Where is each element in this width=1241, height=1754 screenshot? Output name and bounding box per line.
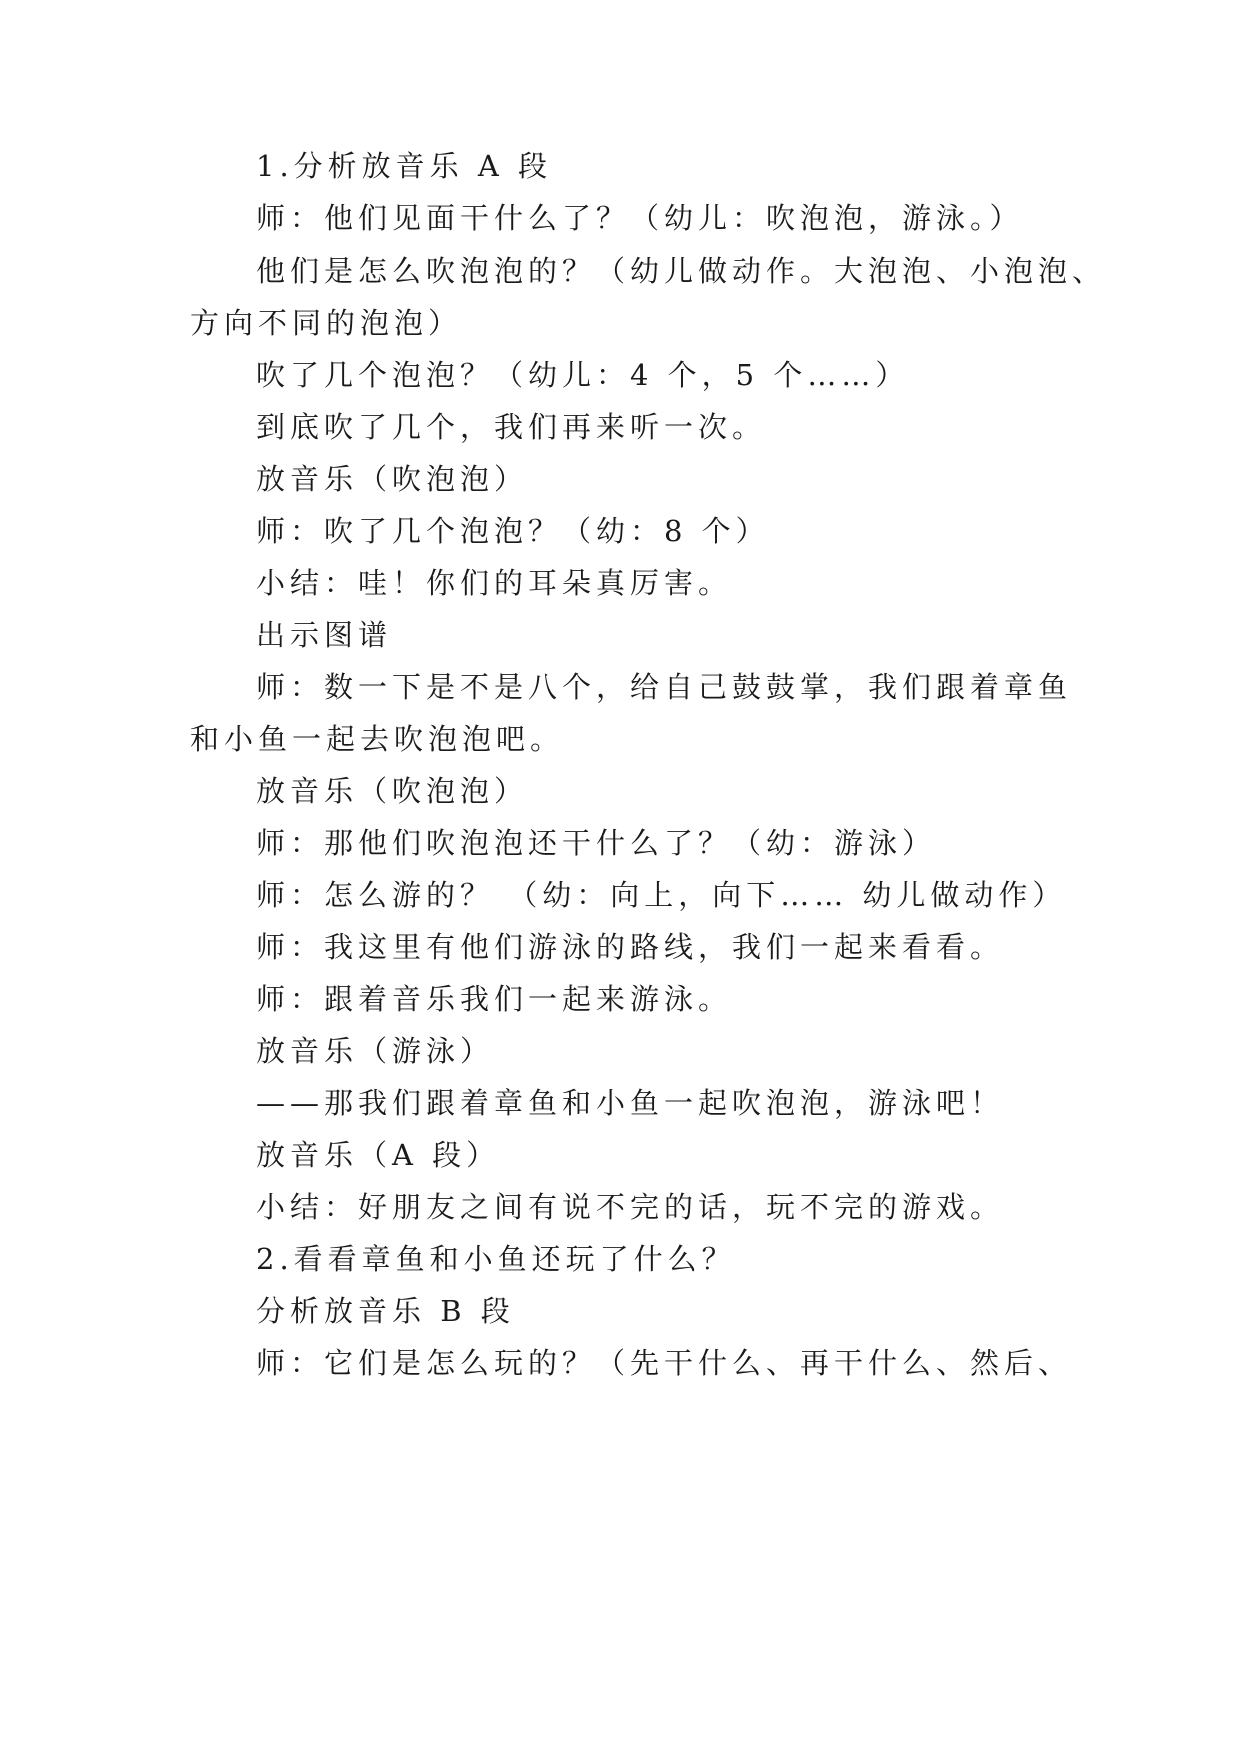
paragraph-line: 师：他们见面干什么了？（幼儿：吹泡泡，游泳。） (256, 201, 1024, 235)
paragraph-line: 师：跟着音乐我们一起来游泳。 (256, 982, 733, 1016)
paragraph-line: 分析放音乐 B 段 (256, 1294, 515, 1328)
section-heading-1: 1.分析放音乐 A 段 (256, 149, 553, 183)
paragraph-line: 放音乐（游泳） (256, 1034, 495, 1068)
paragraph-line: 放音乐（吹泡泡） (256, 774, 529, 808)
paragraph-line: 到底吹了几个，我们再来听一次。 (256, 410, 767, 444)
paragraph-line: 师：我这里有他们游泳的路线，我们一起来看看。 (256, 930, 1005, 964)
paragraph-line: 放音乐（A 段） (256, 1138, 501, 1172)
paragraph-line: 小结：好朋友之间有说不完的话，玩不完的游戏。 (256, 1190, 1005, 1224)
paragraph-line: 放音乐（吹泡泡） (256, 462, 529, 496)
paragraph-line: 师：数一下是不是八个，给自己鼓鼓掌，我们跟着章鱼 (256, 670, 1073, 704)
section-heading-2: 2.看看章鱼和小鱼还玩了什么？ (256, 1242, 736, 1276)
paragraph-line: 吹了几个泡泡？（幼儿：4 个，5 个……） (256, 358, 910, 392)
paragraph-line: 和小鱼一起去吹泡泡吧。 (190, 722, 565, 756)
paragraph-line: 出示图谱 (256, 618, 393, 652)
paragraph-line: 师：吹了几个泡泡？（幼：8 个） (256, 514, 770, 548)
paragraph-line: 师：那他们吹泡泡还干什么了？（幼：游泳） (256, 826, 937, 860)
paragraph-line: 方向不同的泡泡） (190, 306, 463, 340)
paragraph-line: 他们是怎么吹泡泡的？（幼儿做动作。大泡泡、小泡泡、 (256, 254, 1107, 288)
paragraph-line: 小结：哇！你们的耳朵真厉害。 (256, 566, 733, 600)
paragraph-line: 师：怎么游的？ （幼：向上，向下…… 幼儿做动作） (256, 878, 1067, 912)
paragraph-line: ——那我们跟着章鱼和小鱼一起吹泡泡，游泳吧！ (256, 1086, 1005, 1120)
paragraph-line: 师：它们是怎么玩的？（先干什么、再干什么、然后、 (256, 1346, 1073, 1380)
